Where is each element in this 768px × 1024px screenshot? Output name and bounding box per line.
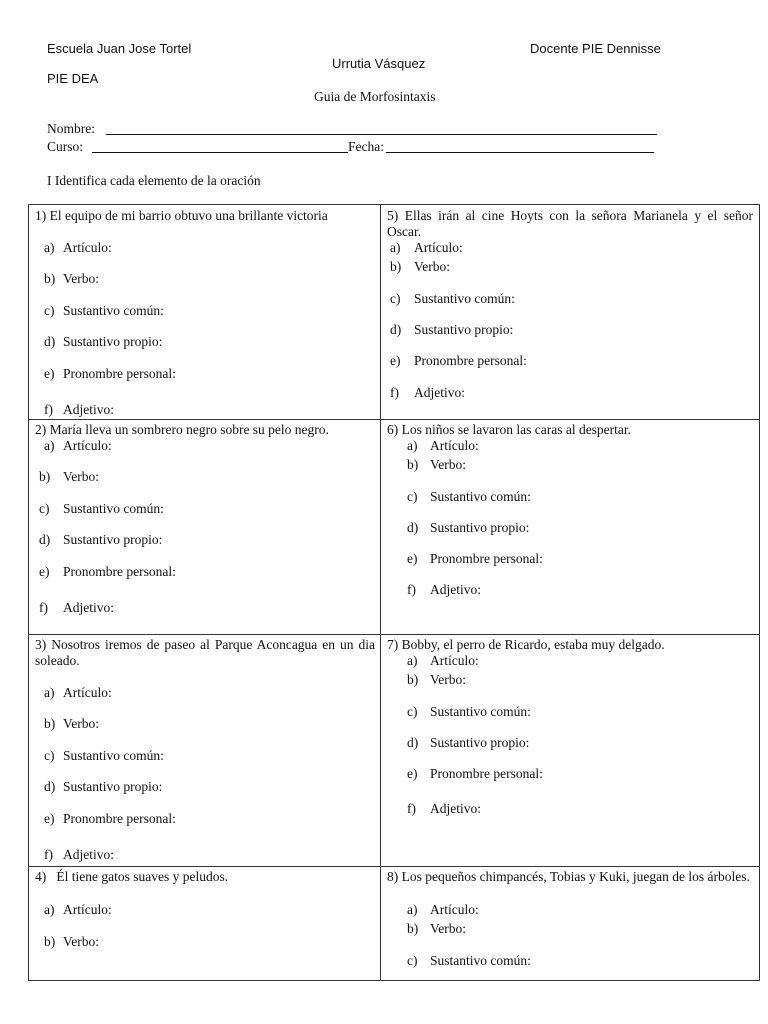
option-label: Artículo: bbox=[430, 653, 479, 668]
question-4-text: 4) Él tiene gatos suaves y peludos. bbox=[35, 869, 229, 884]
option-label: Artículo: bbox=[63, 438, 112, 453]
option-label: Sustantivo común: bbox=[63, 748, 164, 763]
question-2-cell bbox=[29, 420, 381, 635]
option-a bbox=[44, 240, 112, 256]
option-label: Verbo: bbox=[63, 934, 99, 949]
option-letter: b) bbox=[44, 716, 56, 731]
section-title: I Identifica cada elemento de la oración bbox=[47, 173, 261, 188]
question-3-text bbox=[35, 637, 375, 669]
program-label: PIE DEA bbox=[47, 71, 99, 86]
option-e bbox=[39, 564, 176, 580]
option-d bbox=[407, 735, 529, 751]
question-2-text: 2) María lleva un sombrero negro sobre su pelo negro. bbox=[35, 422, 329, 437]
table-row bbox=[29, 635, 760, 867]
question-8-text: 8) Los pequeños chimpancés, Tobias y Kuki, juegan de los árboles. bbox=[387, 869, 750, 884]
option-f bbox=[39, 600, 114, 616]
option-letter: d) bbox=[407, 735, 419, 750]
option-d bbox=[44, 779, 162, 795]
option-letter: c) bbox=[407, 953, 418, 968]
option-f bbox=[44, 402, 114, 418]
option-label: Artículo: bbox=[430, 438, 479, 453]
course-label: Curso: bbox=[47, 139, 84, 154]
option-a bbox=[407, 653, 479, 669]
option-label: Sustantivo común: bbox=[430, 704, 531, 719]
teacher-name: Docente PIE Dennisse bbox=[530, 41, 661, 56]
teacher-surname: Urrutia Vásquez bbox=[332, 56, 426, 71]
option-e bbox=[390, 353, 527, 369]
option-a bbox=[407, 438, 479, 454]
option-label: Artículo: bbox=[63, 685, 112, 700]
option-d bbox=[390, 322, 513, 338]
option-label: Verbo: bbox=[63, 716, 99, 731]
option-label: Sustantivo común: bbox=[414, 291, 515, 306]
option-label: Verbo: bbox=[414, 259, 450, 274]
option-letter: b) bbox=[407, 457, 419, 472]
option-letter: c) bbox=[407, 489, 418, 504]
option-letter: c) bbox=[390, 291, 401, 306]
option-a bbox=[407, 902, 479, 918]
option-a bbox=[390, 240, 463, 256]
question-1-text: 1) El equipo de mi barrio obtuvo una brillante victoria bbox=[35, 208, 328, 223]
option-e bbox=[407, 766, 543, 782]
option-c bbox=[407, 953, 531, 969]
question-6-cell bbox=[381, 420, 760, 635]
question-8-cell bbox=[381, 867, 760, 981]
option-label: Verbo: bbox=[430, 921, 466, 936]
option-letter: a) bbox=[407, 438, 418, 453]
option-label: Pronombre personal: bbox=[63, 564, 176, 579]
option-f bbox=[407, 582, 481, 598]
option-b bbox=[407, 457, 466, 473]
option-letter: b) bbox=[407, 921, 419, 936]
option-label: Sustantivo propio: bbox=[414, 322, 514, 337]
option-label: Sustantivo propio: bbox=[63, 779, 163, 794]
option-letter: c) bbox=[44, 303, 55, 318]
option-letter: d) bbox=[390, 322, 402, 337]
option-label: Artículo: bbox=[63, 902, 112, 917]
option-label: Adjetivo: bbox=[430, 582, 481, 597]
option-label: Sustantivo propio: bbox=[63, 532, 163, 547]
option-label: Verbo: bbox=[63, 469, 99, 484]
option-e bbox=[44, 366, 176, 382]
name-label: Nombre: bbox=[47, 121, 95, 136]
option-label: Artículo: bbox=[414, 240, 463, 255]
option-b bbox=[44, 271, 99, 287]
table-row bbox=[29, 867, 760, 981]
option-label: Sustantivo común: bbox=[63, 501, 164, 516]
question-7-text: 7) Bobby, el perro de Ricardo, estaba muy delgado. bbox=[387, 637, 665, 652]
school-name: Escuela Juan Jose Tortel bbox=[47, 41, 192, 56]
option-label: Verbo: bbox=[430, 457, 466, 472]
question-3-cell bbox=[29, 635, 381, 867]
option-b bbox=[390, 259, 450, 275]
option-letter: f) bbox=[407, 582, 416, 597]
option-letter: e) bbox=[44, 366, 55, 381]
question-3-label: 3) Nosotros iremos de paseo al Parque Aconcagua en un dia soleado. bbox=[35, 637, 375, 668]
option-label: Sustantivo común: bbox=[430, 489, 531, 504]
option-label: Pronombre personal: bbox=[414, 353, 527, 368]
option-b bbox=[407, 672, 466, 688]
option-b bbox=[44, 716, 99, 732]
option-letter: a) bbox=[390, 240, 401, 255]
option-letter: b) bbox=[407, 672, 419, 687]
name-field[interactable] bbox=[106, 134, 657, 135]
option-letter: d) bbox=[39, 532, 51, 547]
option-letter: c) bbox=[44, 748, 55, 763]
option-letter: b) bbox=[390, 259, 402, 274]
option-letter: d) bbox=[44, 779, 56, 794]
option-label: Pronombre personal: bbox=[63, 811, 176, 826]
option-a bbox=[44, 685, 112, 701]
question-5-text: 5) Ellas irán al cine Hoyts con la señora Marianela y el señor Oscar. bbox=[387, 208, 753, 239]
course-field[interactable] bbox=[92, 152, 348, 153]
option-label: Verbo: bbox=[63, 271, 99, 286]
option-f bbox=[44, 847, 114, 863]
option-letter: f) bbox=[39, 600, 48, 615]
option-letter: e) bbox=[44, 811, 55, 826]
option-a bbox=[44, 902, 112, 918]
option-label: Pronombre personal: bbox=[63, 366, 176, 381]
option-f bbox=[390, 385, 465, 401]
question-5-cell bbox=[381, 205, 760, 420]
option-c bbox=[44, 748, 164, 764]
option-d bbox=[39, 532, 162, 548]
option-letter: b) bbox=[39, 469, 51, 484]
option-c bbox=[407, 489, 531, 505]
date-field[interactable] bbox=[386, 152, 654, 153]
question-4-cell bbox=[29, 867, 381, 981]
option-label: Sustantivo común: bbox=[63, 303, 164, 318]
option-letter: f) bbox=[44, 847, 53, 862]
option-letter: f) bbox=[44, 402, 53, 417]
option-letter: b) bbox=[44, 271, 56, 286]
option-a bbox=[44, 438, 112, 454]
option-letter: b) bbox=[44, 934, 56, 949]
option-f bbox=[407, 801, 481, 817]
option-letter: a) bbox=[44, 685, 55, 700]
option-d bbox=[407, 520, 529, 536]
option-label: Sustantivo común: bbox=[430, 953, 531, 968]
option-letter: e) bbox=[407, 766, 418, 781]
option-letter: a) bbox=[44, 902, 55, 917]
option-label: Adjetivo: bbox=[63, 600, 114, 615]
option-b bbox=[39, 469, 99, 485]
option-c bbox=[407, 704, 531, 720]
option-label: Adjetivo: bbox=[414, 385, 465, 400]
question-7-cell bbox=[381, 635, 760, 867]
option-label: Adjetivo: bbox=[430, 801, 481, 816]
option-c bbox=[44, 303, 164, 319]
option-label: Verbo: bbox=[430, 672, 466, 687]
option-letter: e) bbox=[390, 353, 401, 368]
option-label: Pronombre personal: bbox=[430, 551, 543, 566]
option-letter: f) bbox=[407, 801, 416, 816]
option-letter: c) bbox=[39, 501, 50, 516]
question-6-text: 6) Los niños se lavaron las caras al despertar. bbox=[387, 422, 632, 437]
table-row bbox=[29, 205, 760, 420]
option-e bbox=[44, 811, 176, 827]
option-letter: c) bbox=[407, 704, 418, 719]
option-letter: a) bbox=[407, 902, 418, 917]
option-letter: a) bbox=[407, 653, 418, 668]
exercise-table bbox=[28, 204, 760, 981]
option-label: Pronombre personal: bbox=[430, 766, 543, 781]
option-letter: f) bbox=[390, 385, 399, 400]
date-label: Fecha: bbox=[348, 139, 384, 154]
page-title: Guia de Morfosintaxis bbox=[314, 89, 436, 104]
option-b bbox=[407, 921, 466, 937]
option-label: Sustantivo propio: bbox=[430, 735, 530, 750]
option-label: Adjetivo: bbox=[63, 847, 114, 862]
option-letter: d) bbox=[407, 520, 419, 535]
option-letter: e) bbox=[407, 551, 418, 566]
option-letter: d) bbox=[44, 334, 56, 349]
option-label: Artículo: bbox=[63, 240, 112, 255]
option-e bbox=[407, 551, 543, 567]
table-row bbox=[29, 420, 760, 635]
option-label: Sustantivo propio: bbox=[63, 334, 163, 349]
option-letter: a) bbox=[44, 240, 55, 255]
option-letter: a) bbox=[44, 438, 55, 453]
option-label: Sustantivo propio: bbox=[430, 520, 530, 535]
option-d bbox=[44, 334, 162, 350]
option-letter: e) bbox=[39, 564, 50, 579]
option-label: Artículo: bbox=[430, 902, 479, 917]
option-c bbox=[39, 501, 164, 517]
option-c bbox=[390, 291, 515, 307]
option-b bbox=[44, 934, 99, 950]
option-label: Adjetivo: bbox=[63, 402, 114, 417]
question-1-cell bbox=[29, 205, 381, 420]
